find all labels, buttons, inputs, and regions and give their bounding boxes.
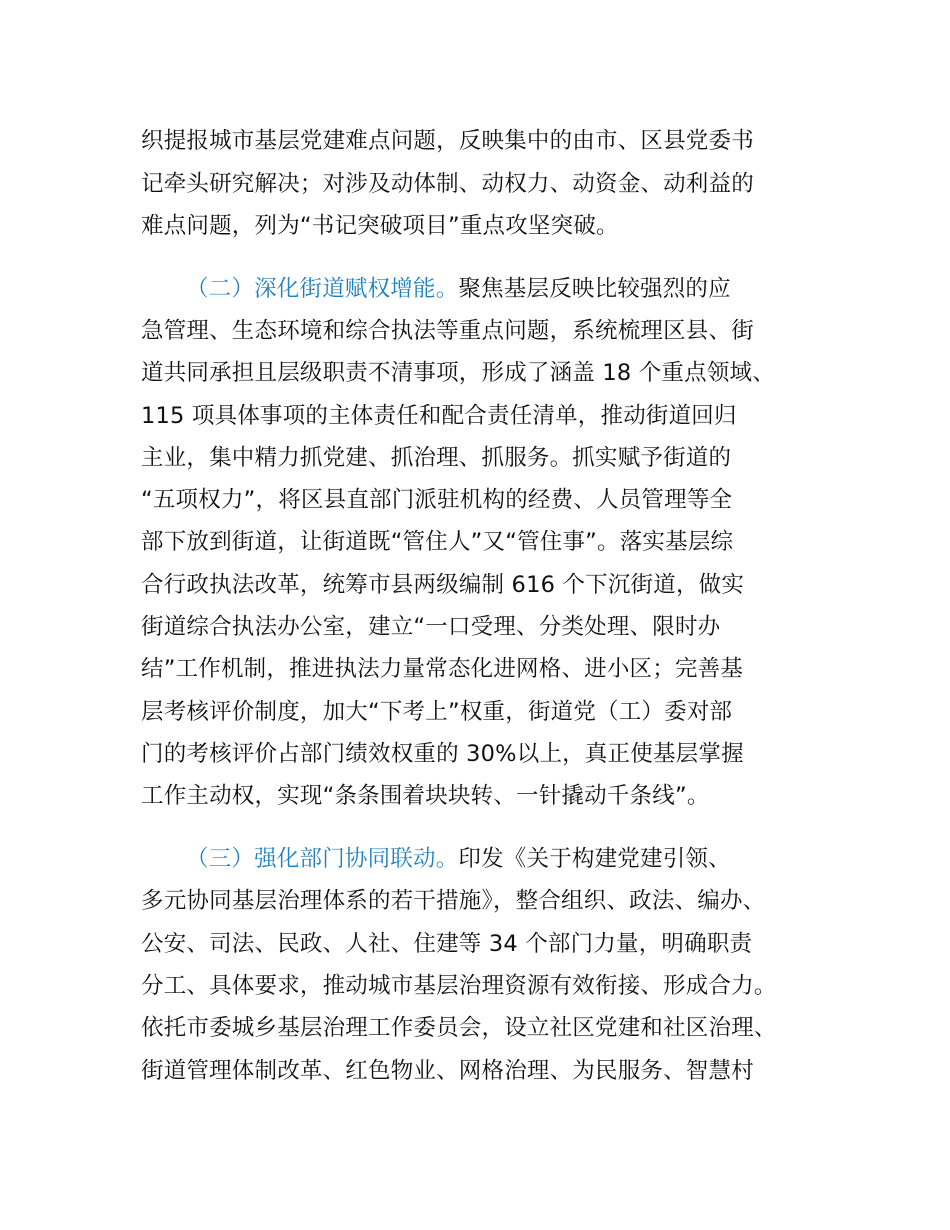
section-heading-2: （二）深化街道赋权增能。 bbox=[186, 276, 459, 302]
paragraph3-line: 街道管理体制改革、红色物业、网格治理、为民服务、智慧村 bbox=[141, 1058, 754, 1084]
paragraph2-line: 主业，集中精力抓党建、抓治理、抓服务。抓实赋予街道的 bbox=[141, 445, 732, 471]
paragraph3-line: 分工、具体要求，推动城市基层治理资源有效衔接、形成合力。 bbox=[141, 973, 777, 999]
paragraph3-line: 依托市委城乡基层治理工作委员会，设立社区党建和社区治理、 bbox=[141, 1015, 777, 1041]
paragraph2-line: 急管理、生态环境和综合执法等重点问题，系统梳理区县、街 bbox=[141, 318, 754, 344]
paragraph1-line-1: 织提报城市基层党建难点问题，反映集中的由市、区县党委书 bbox=[141, 128, 754, 154]
paragraph2-line: 115 项具体事项的主体责任和配合责任清单，推动街道回归 bbox=[141, 403, 737, 429]
paragraph2-line: 层考核评价制度，加大“下考上”权重，街道党（工）委对部 bbox=[141, 699, 733, 725]
paragraph1-line-2: 记牵头研究解决；对涉及动体制、动权力、动资金、动利益的 bbox=[141, 171, 754, 197]
paragraph2-line: 门的考核评价占部门绩效权重的 30%以上，真正使基层掌握 bbox=[141, 741, 744, 767]
paragraph2-line: 道共同承担且层级职责不清事项，形成了涵盖 18 个重点领域、 bbox=[141, 360, 775, 386]
paragraph2-first-line-text: 聚焦基层反映比较强烈的应 bbox=[458, 276, 731, 302]
paragraph3-first-line-text: 印发《关于构建党建引领、 bbox=[458, 846, 731, 872]
paragraph2-first-line bbox=[186, 274, 731, 304]
paragraph3-first-line bbox=[186, 844, 731, 874]
paragraph3-line: 公安、司法、民政、人社、住建等 34 个部门力量，明确职责 bbox=[141, 931, 753, 957]
paragraph2-line: “五项权力”，将区县直部门派驻机构的经费、人员管理等全 bbox=[141, 487, 733, 513]
paragraph2-line: 街道综合执法办公室，建立“一口受理、分类处理、限时办 bbox=[141, 614, 721, 640]
section-heading-3: （三）强化部门协同联动。 bbox=[186, 846, 459, 872]
paragraph2-line: 部下放到街道，让街道既“管住人”又“管住事”。落实基层综 bbox=[141, 529, 734, 555]
paragraph2-line: 结”工作机制，推进执法力量常态化进网格、进小区；完善基 bbox=[141, 656, 744, 682]
paragraph3-line: 多元协同基层治理体系的若干措施》，整合组织、政法、编办、 bbox=[141, 888, 766, 914]
paragraph2-line: 工作主动权，实现“条条围着块块转、一针撬动千条线”。 bbox=[141, 783, 710, 809]
paragraph1-line-3: 难点问题，列为“书记突破项目”重点攻坚突破。 bbox=[141, 213, 619, 239]
paragraph2-line: 合行政执法改革，统筹市县两级编制 616 个下沉街道，做实 bbox=[141, 572, 745, 598]
